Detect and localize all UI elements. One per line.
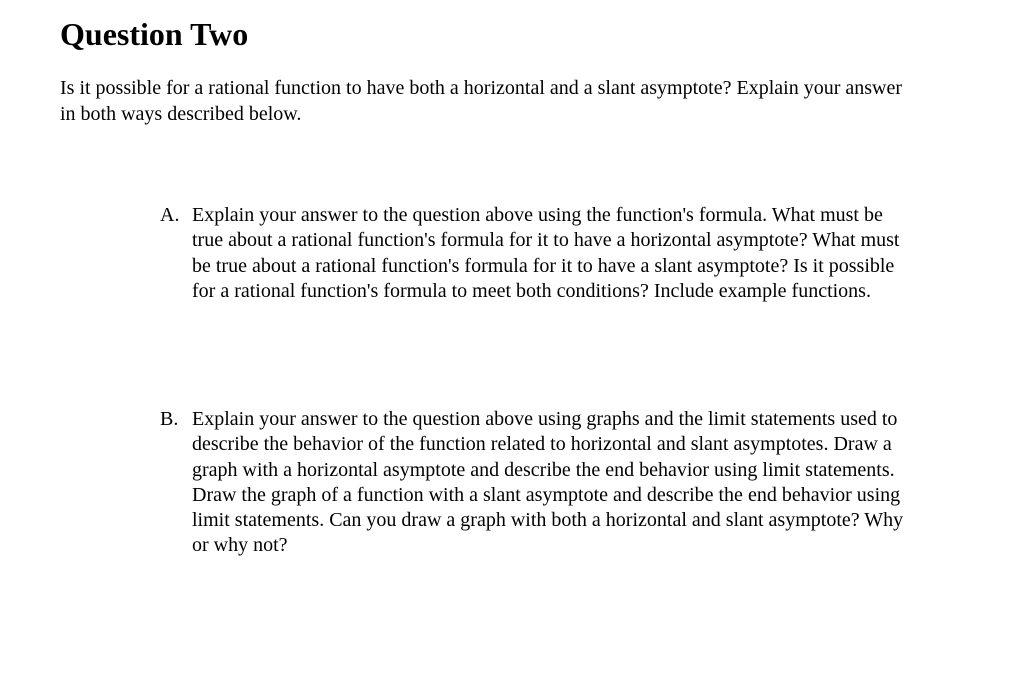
part-b-text: Explain your answer to the question above using graphs and the limit statements used to describe the behavior of the function related to horizontal and slant asymptotes. Draw a graph with a horizontal asymptote and describe the end behavior using limit statements. Draw the graph of a function with a slant asymptote and describe the end behavior using limit statements. Can you draw a graph with both a horizontal and slant asymptote? Why or why not? <box>192 408 904 557</box>
question-title: Question Two <box>60 16 249 52</box>
part-a <box>160 203 920 304</box>
part-b-marker: B. <box>160 408 179 430</box>
part-b <box>160 407 920 559</box>
part-a-text: Explain your answer to the question above using the function's formula. What must be true about a rational function's formula for it to have a horizontal asymptote? What must be true about a rational function's formula for it to have a slant asymptote? Is it possible for a rational function's formula to meet both conditions? Include example functions. <box>192 204 900 302</box>
part-a-marker: A. <box>160 204 180 226</box>
question-intro: Is it possible for a rational function to have both a horizontal and a slant asymptote? Explain your answer in both ways described below. <box>60 77 902 125</box>
